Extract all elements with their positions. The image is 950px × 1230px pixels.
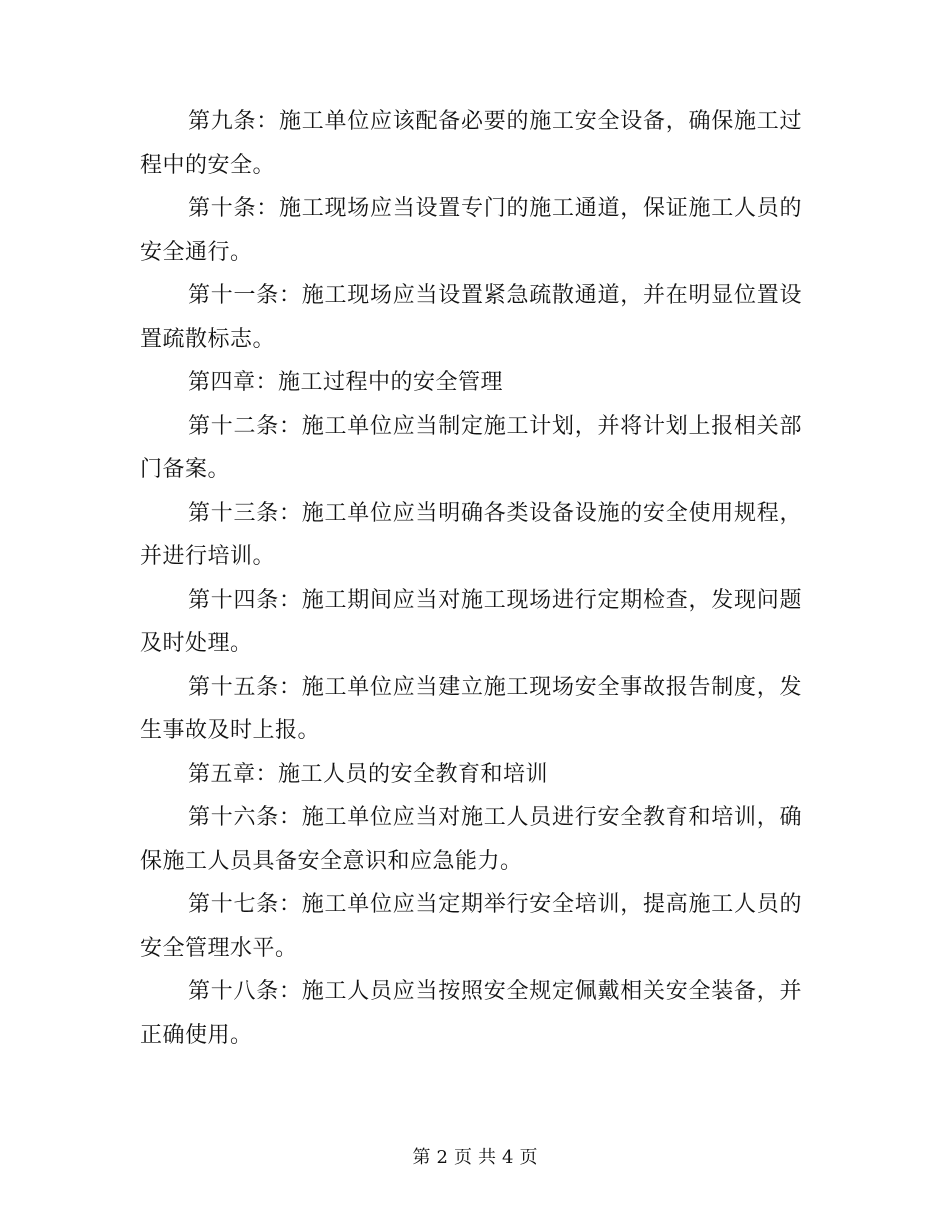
footer-total-pages: 4 — [502, 1147, 514, 1168]
document-body — [140, 100, 802, 1057]
article-12: 第十二条：施工单位应当制定施工计划，并将计划上报相关部门备案。 — [140, 413, 802, 482]
article-15: 第十五条：施工单位应当建立施工现场安全事故报告制度，发生事故及时上报。 — [140, 674, 802, 743]
footer-page-word: 页 — [454, 1147, 472, 1168]
article-11: 第十一条：施工现场应当设置紧急疏散通道，并在明显位置设置疏散标志。 — [140, 283, 802, 352]
article-18: 第十八条：施工人员应当按照安全规定佩戴相关安全装备，并正确使用。 — [140, 979, 802, 1048]
article-14: 第十四条：施工期间应当对施工现场进行定期检查，发现问题及时处理。 — [140, 587, 802, 656]
chapter-5-heading: 第五章：施工人员的安全教育和培训 — [188, 761, 549, 787]
page-footer — [0, 1146, 950, 1170]
footer-total-word: 共 — [478, 1147, 496, 1168]
article-9: 第九条：施工单位应该配备必要的施工安全设备，确保施工过程中的安全。 — [140, 109, 802, 178]
chapter-4-heading: 第四章：施工过程中的安全管理 — [188, 370, 504, 395]
footer-current-page: 2 — [436, 1147, 448, 1168]
article-13: 第十三条：施工单位应当明确各类设备设施的安全使用规程，并进行培训。 — [140, 500, 802, 569]
article-10: 第十条：施工现场应当设置专门的施工通道，保证施工人员的安全通行。 — [140, 196, 802, 265]
article-17: 第十七条：施工单位应当定期举行安全培训，提高施工人员的安全管理水平。 — [140, 892, 802, 961]
footer-suffix: 页 — [519, 1147, 538, 1168]
footer-prefix: 第 — [412, 1147, 431, 1168]
article-16: 第十六条：施工单位应当对施工人员进行安全教育和培训，确保施工人员具备安全意识和应急能力。 — [140, 805, 802, 874]
